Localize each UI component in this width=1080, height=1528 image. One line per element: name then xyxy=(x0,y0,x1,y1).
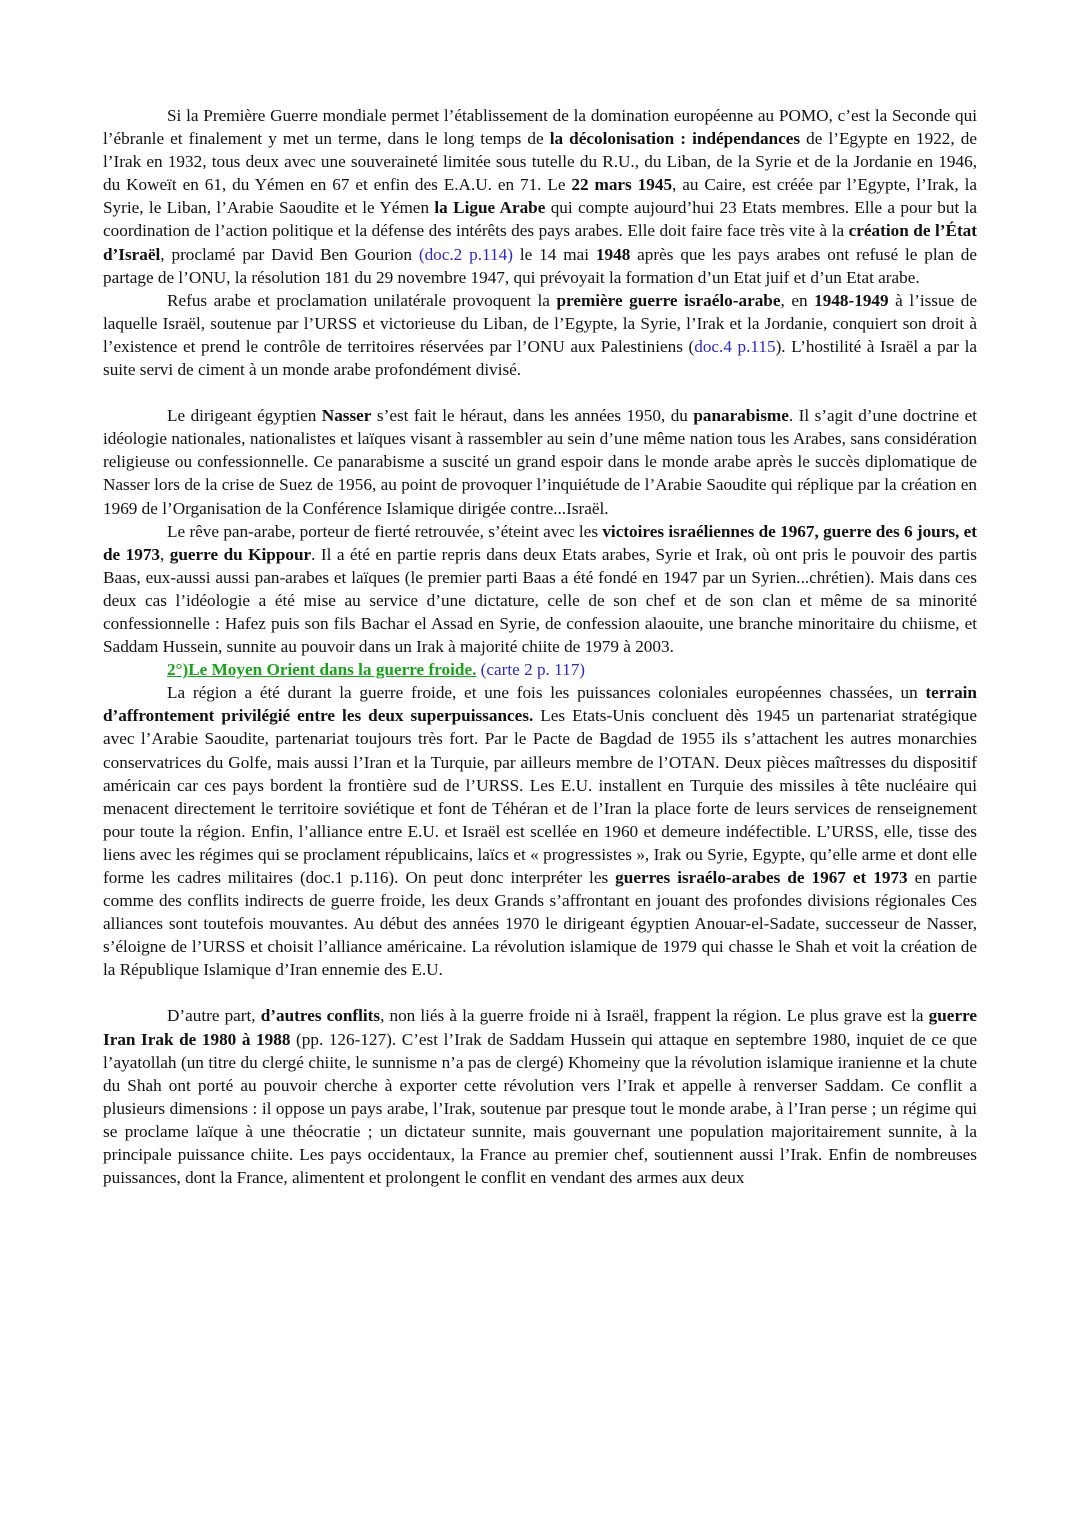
bold-term: terrain d’affrontement privilégié entre les deux superpuissances. xyxy=(103,683,977,726)
text-run: Refus arabe et proclamation unilatérale provoquent la xyxy=(167,290,557,310)
text-run: à l’issue de laquelle Israël, soutenue par l’URSS et victorieuse du Liban, de l’Egypte, la Syrie, l’Irak et la Jordanie, conquiert son droit à l’existence et prend le contrôle de territoires réservées par l’ONU aux Palestiniens ( xyxy=(103,290,977,356)
text-run: D’autre part, xyxy=(167,1006,261,1026)
text-run: Le rêve pan-arabe, porteur de fierté retrouvée, s’éteint avec les xyxy=(167,521,603,541)
paragraph xyxy=(103,104,977,289)
document-reference: (doc.2 p.114) xyxy=(418,244,513,264)
paragraph xyxy=(103,520,977,659)
section-heading xyxy=(103,658,977,681)
text-run: Les Etats-Unis concluent dès 1945 un partenariat stratégique avec l’Arabie Saoudite, partenariat toujours très fort. Par le Pacte de Bagdad de 1955 ils s’attachent les autres monarchies conservatrices du Golfe, mais aussi l’Iran et la Turquie, par ailleurs membre de l’OTAN. Deux pièces maîtresses du dispositif américain car ces pays bordent la frontière sud de l’URSS. Les E.U. installent en Turquie des missiles à tête nucléaire qui menacent directement le territoire soviétique et font de Téhéran et de l’Iran la place forte de leurs services de renseignement pour toute la région. Enfin, l’alliance entre E.U. et Israël est scellée en 1960 et demeure indéfectible. L’URSS, elle, tisse des liens avec les régimes qui se proclament républicains, laïcs et « progressistes », Irak ou Syrie, Egypte, qu’elle arme et dont elle forme les cadres militaires (doc.1 p.116). On peut donc interpréter les xyxy=(103,706,977,887)
text-run: , au Caire, est créée par l’Egypte, l’Irak, la Syrie, le Liban, l’Arabie Saoudite et le Yémen xyxy=(103,175,977,218)
bold-term: 1948 xyxy=(595,244,631,264)
bold-term: création de l’État d’Israël xyxy=(103,221,978,264)
bold-term: guerre du Kippour xyxy=(169,544,312,564)
text-run: , xyxy=(160,544,170,564)
text-run: , en xyxy=(780,290,815,310)
text-run: Si la Première Guerre mondiale permet l’établissement de la domination européenne au POMO, c’est la Seconde qui l’ébranle et finalement y met un terme, dans le long temps de xyxy=(103,106,977,149)
text-run: (pp. 126-127). C’est l’Irak de Saddam Hussein qui attaque en septembre 1980, inquiet de ce que l’ayatollah (un titre du clergé chiite, le sunnisme n’a pas de clergé) Khomeiny que la révolution islamique iranienne et la chute du Shah ont porté au pouvoir cherche à exporter cette révolution vers l’Irak et appelle à renverser Saddam. Ce conflit a plusieurs dimensions : il oppose un pays arabe, l’Irak, soutenue par presque tout le monde arabe, à l’Iran perse ; un régime qui se proclame laïque à une théocratie ; un dictateur sunnite, mais gouvernant une population majoritairement sunnite, à la principale puissance chiite. Les pays occidentaux, la France au premier chef, soutiennent aussi l’Irak. Enfin de nombreuses puissances, dont la France, alimentent et prolongent le conflit en vendant des armes aux deux xyxy=(103,1029,977,1188)
bold-term: Nasser xyxy=(321,406,372,426)
bold-term: la Ligue Arabe xyxy=(434,198,546,218)
text-run: Le dirigeant égyptien xyxy=(167,406,322,426)
section-heading-map-reference: (carte 2 p. 117) xyxy=(476,660,586,680)
text-run: s’est fait le héraut, dans les années 1950, du xyxy=(371,406,694,426)
bold-term: guerres israélo-arabes de 1967 et 1973 xyxy=(615,868,908,887)
text-run: . Il a été en partie repris dans deux Etats arabes, Syrie et Irak, où ont pris le pouvoir des partis Baas, eux-aussi aussi pan-arabes et laïques (le premier parti Baas a été fondé en 1947 par un Syrien...chrétien). Mais dans ces deux cas l’idéologie a été mise au service d’une dictature, celle de son chef et de son clan et même de sa minorité confessionnelle : Hafez puis son fils Bachar el Assad en Syrie, de confession alaouite, une branche minoritaire du chiisme, et Saddam Hussein, sunnite au pouvoir dans un Irak à majorité chiite de 1979 à 2003. xyxy=(103,544,977,657)
bold-term: 1948-1949 xyxy=(814,290,889,310)
text-run: . Il s’agit d’une doctrine et idéologie nationales, nationalistes et laïques visant à rassembler au sein d’une même nation tous les Arabes, sans considération religieuse ou confessionnelle. Ce panarabisme a suscité un grand espoir dans le monde arabe après le succès diplomatique de Nasser lors de la crise de Suez de 1956, au point de provoquer l’inquiétude de l’Arabie Saoudite qui réplique par la création en 1969 de l’Organisation de la Conférence Islamique dirigée contre...Israël. xyxy=(103,406,977,518)
paragraph xyxy=(103,289,977,381)
section-2-text xyxy=(103,681,977,1189)
text-run: ). L’hostilité à Israël a par la suite servi de ciment à un monde arabe profondément divisé. xyxy=(103,336,977,380)
bold-term: guerre Iran Irak de 1980 à 1988 xyxy=(103,1006,978,1049)
section-heading-title: 2°)Le Moyen Orient dans la guerre froide. xyxy=(167,660,477,680)
text-run: qui compte aujourd’hui 23 Etats membres. Elle a pour but la coordination de l’action politique et la défense des intérêts des pays arabes. Elle doit faire face très vite à la xyxy=(103,198,977,241)
text-run: après que les pays arabes ont refusé le plan de partage de l’ONU, la résolution 181 du 29 novembre 1947, qui prévoyait la formation d’un Etat juif et d’un Etat arabe. xyxy=(103,244,977,287)
paragraph xyxy=(103,404,977,519)
bold-term: victoires israéliennes de 1967, guerre des 6 jours, et de 1973 xyxy=(103,521,978,564)
text-run: en partie comme des conflits indirects de guerre froide, les deux Grands s’affrontant en jouant des profondes divisions régionales Ces alliances sont toutefois mouvantes. Au début des années 1970 le dirigeant égyptien Anouar-el-Sadate, successeur de Nasser, s’éloigne de l’URSS et choisit l’alliance américaine. La révolution islamique de 1979 qui chasse le Shah et voit la création de la République Islamique d’Iran ennemie des E.U. xyxy=(103,868,978,980)
text-run: de l’Egypte en 1922, de l’Irak en 1932, tous deux avec une souveraineté limitée sous tutelle du R.U., du Liban, de la Syrie et de la Jordanie en 1946, du Koweït en 61, du Yémen en 67 et enfin des E.A.U. en 71. Le xyxy=(103,129,977,195)
paragraph xyxy=(103,681,977,981)
paragraph xyxy=(103,1004,977,1189)
text-run: le 14 mai xyxy=(512,244,596,264)
text-run: , non liés à la guerre froide ni à Israël, frappent la région. Le plus grave est la xyxy=(380,1006,929,1026)
bold-term: première guerre israélo-arabe xyxy=(556,290,781,310)
bold-term: 22 mars 1945 xyxy=(571,175,673,195)
bold-term: d’autres conflits xyxy=(260,1006,381,1026)
text-run: La région a été durant la guerre froide, et une fois les puissances coloniales européennes chassées, un xyxy=(167,683,926,703)
document-page xyxy=(103,104,977,1189)
bold-term: la décolonisation : indépendances xyxy=(549,129,801,149)
section-1-text xyxy=(103,104,977,658)
bold-term: panarabisme xyxy=(693,406,789,426)
text-run: , proclamé par David Ben Gourion xyxy=(160,244,419,264)
document-reference: doc.4 p.115 xyxy=(694,336,776,356)
